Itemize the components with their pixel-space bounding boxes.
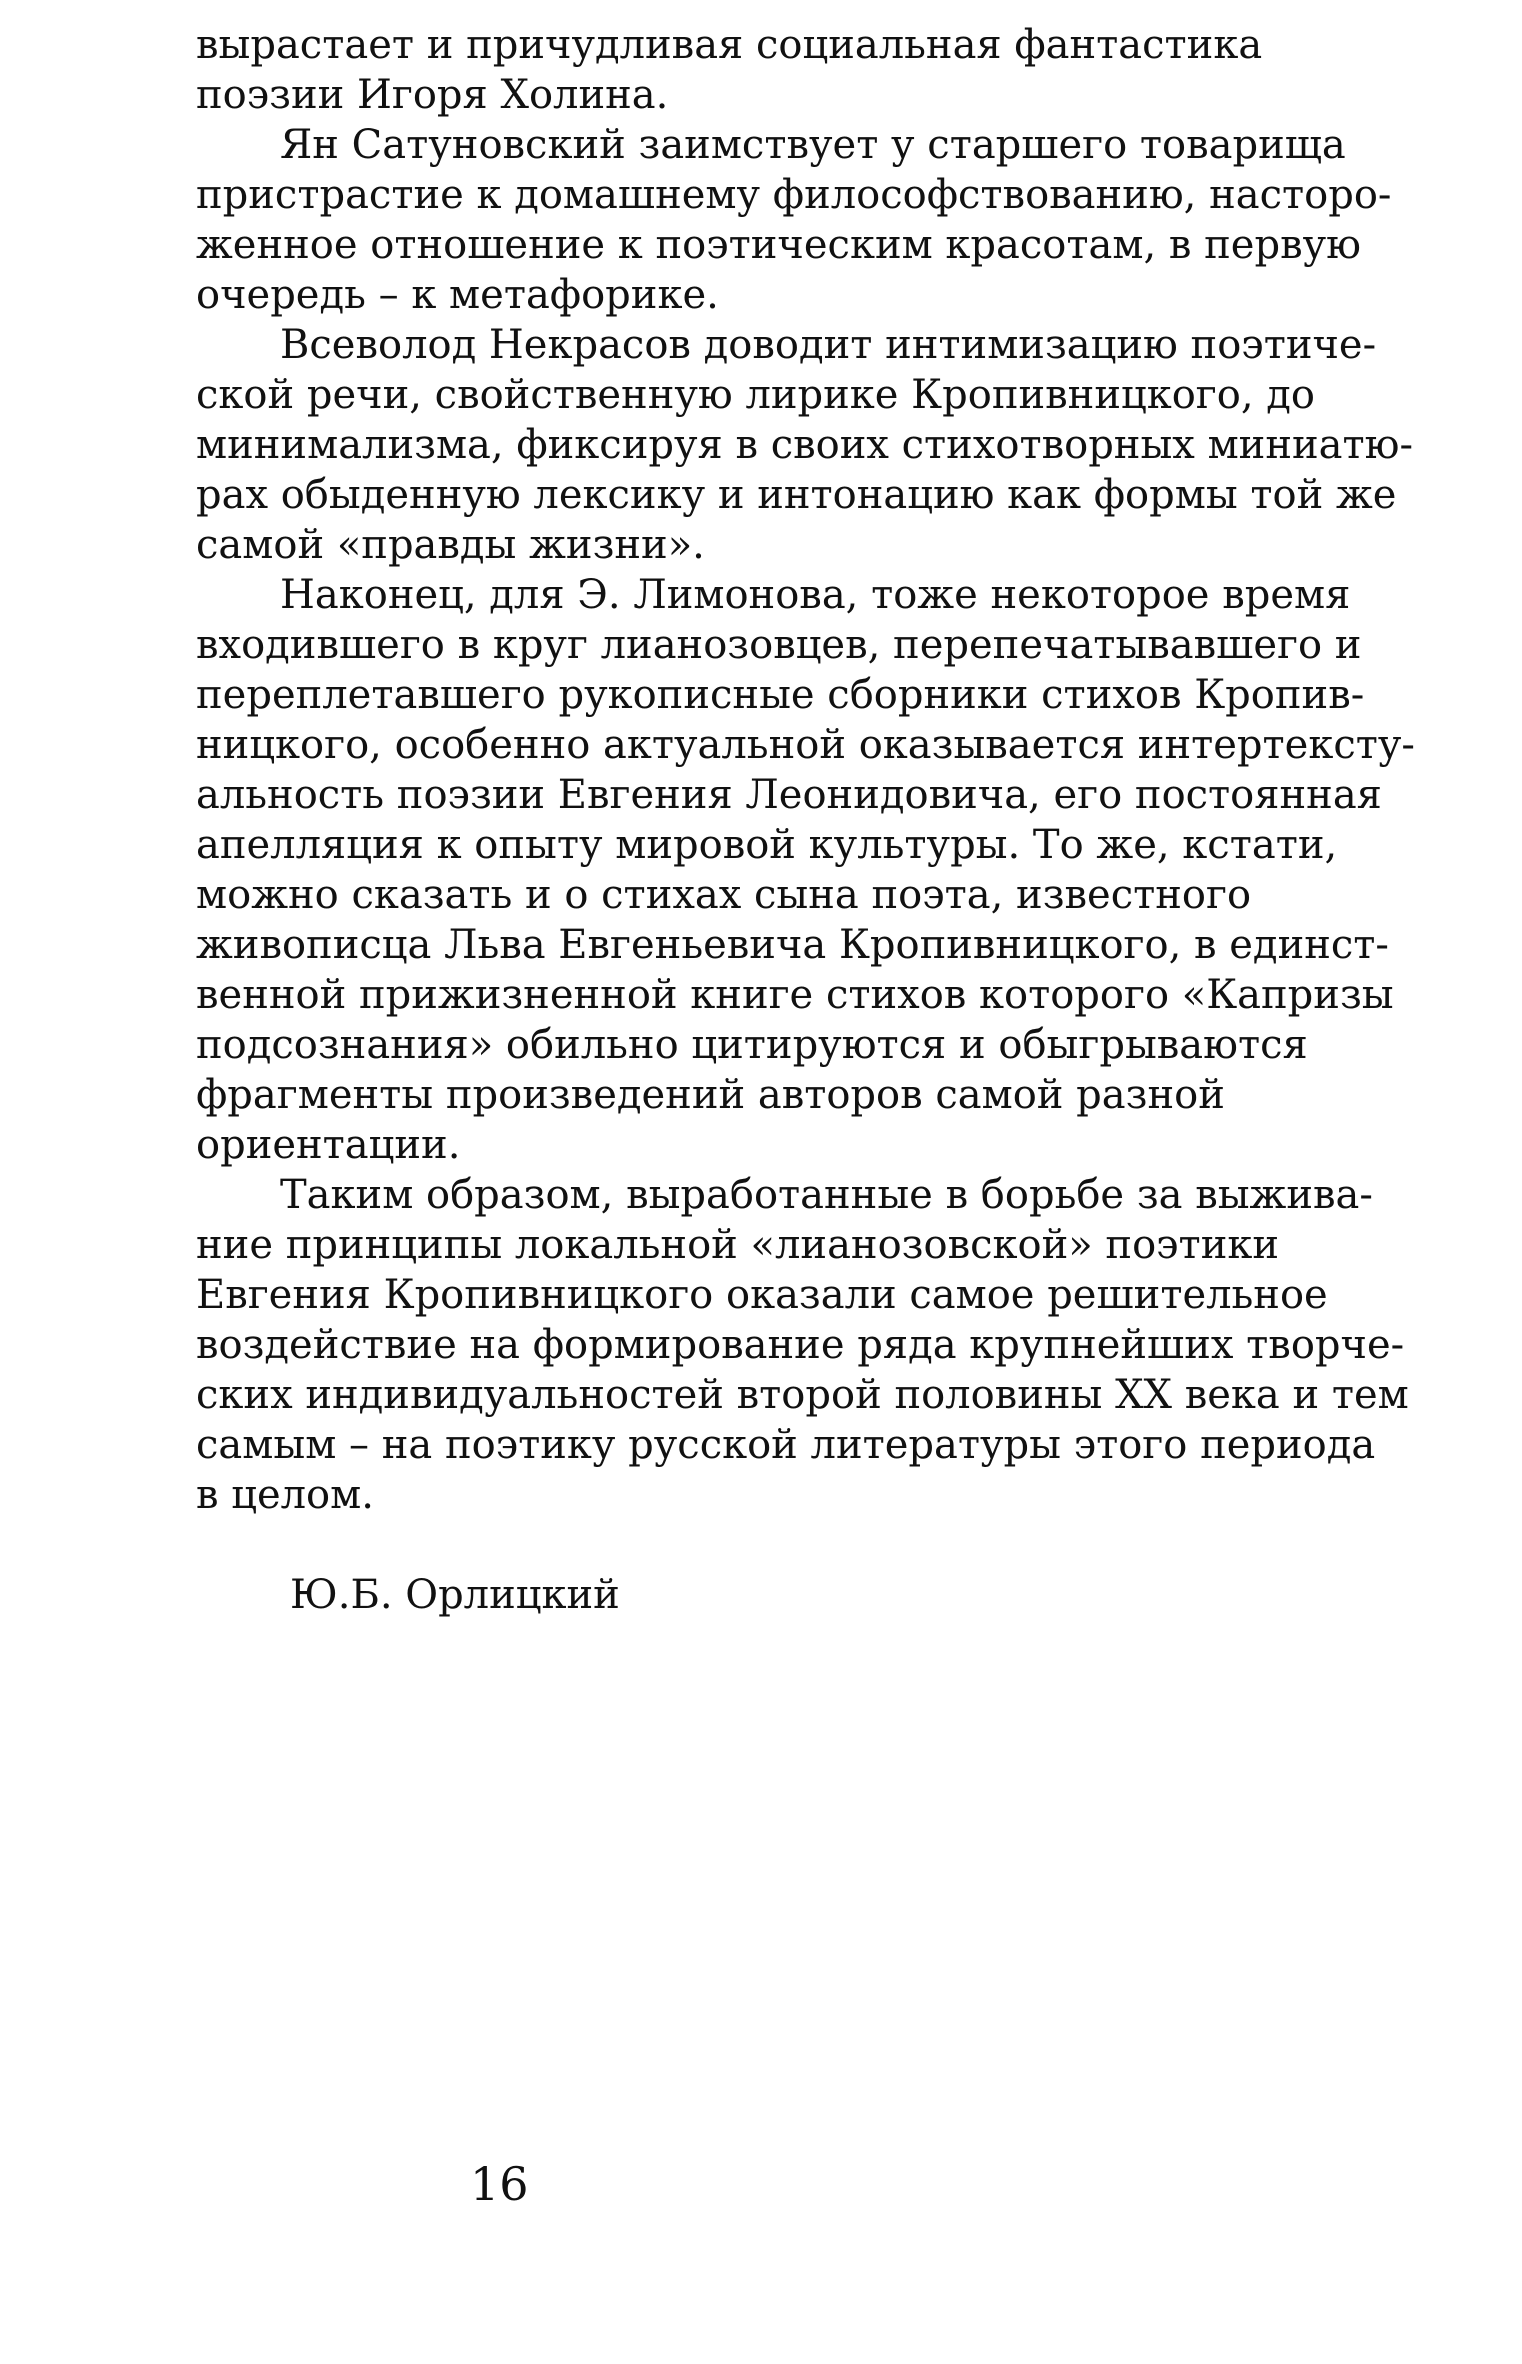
text-line: входившего в круг лианозовцев, перепечатывавшего и xyxy=(196,622,1362,668)
body-text xyxy=(196,20,1415,1520)
text-line: Таким образом, выработанные в борьбе за выжива- xyxy=(280,1172,1373,1218)
text-line: самым – на поэтику русской литературы этого периода xyxy=(196,1422,1376,1468)
text-line: женное отношение к поэтическим красотам, в первую xyxy=(196,222,1361,268)
text-line: ориентации. xyxy=(196,1122,461,1168)
text-line: переплетавшего рукописные сборники стихов Кропив- xyxy=(196,672,1365,718)
text-line: подсознания» обильно цитируются и обыгрываются xyxy=(196,1022,1308,1068)
text-line: очередь – к метафорике. xyxy=(196,272,719,318)
text-line: венной прижизненной книге стихов которого «Капризы xyxy=(196,972,1394,1018)
text-line: можно сказать и о стихах сына поэта, известного xyxy=(196,872,1252,918)
text-line: воздействие на формирование ряда крупнейших творче- xyxy=(196,1322,1405,1368)
page-number: 16 xyxy=(470,2157,529,2211)
author-signature: Ю.Б. Орлицкий xyxy=(290,1572,620,1618)
text-line: ние принципы локальной «лианозовской» поэтики xyxy=(196,1222,1280,1268)
text-line: альность поэзии Евгения Леонидовича, его постоянная xyxy=(196,772,1382,818)
text-line: Наконец, для Э. Лимонова, тоже некоторое время xyxy=(280,572,1351,618)
text-line: поэзии Игоря Холина. xyxy=(196,72,669,118)
text-line: ских индивидуальностей второй половины XX века и тем xyxy=(196,1372,1409,1418)
text-line: вырастает и причудливая социальная фантастика xyxy=(196,22,1263,68)
text-line: Евгения Кропивницкого оказали самое решительное xyxy=(196,1272,1328,1318)
text-line: ницкого, особенно актуальной оказывается интертексту- xyxy=(196,722,1415,768)
text-line: живописца Льва Евгеньевича Кропивницкого, в единст- xyxy=(196,922,1389,968)
text-line: рах обыденную лексику и интонацию как формы той же xyxy=(196,472,1397,518)
text-line: в целом. xyxy=(196,1472,374,1518)
text-line: самой «правды жизни». xyxy=(196,522,705,568)
text-line: минимализма, фиксируя в своих стихотворных миниатю- xyxy=(196,422,1413,468)
text-line: фрагменты произведений авторов самой разной xyxy=(196,1072,1225,1118)
text-line: ской речи, свойственную лирике Кропивницкого, до xyxy=(196,372,1315,418)
text-line: Ян Сатуновский заимствует у старшего товарища xyxy=(280,122,1346,168)
text-line: пристрастие к домашнему философствованию, насторо- xyxy=(196,172,1392,218)
text-line: апелляция к опыту мировой культуры. То же, кстати, xyxy=(196,822,1338,868)
text-line: Всеволод Некрасов доводит интимизацию поэтиче- xyxy=(280,322,1377,368)
